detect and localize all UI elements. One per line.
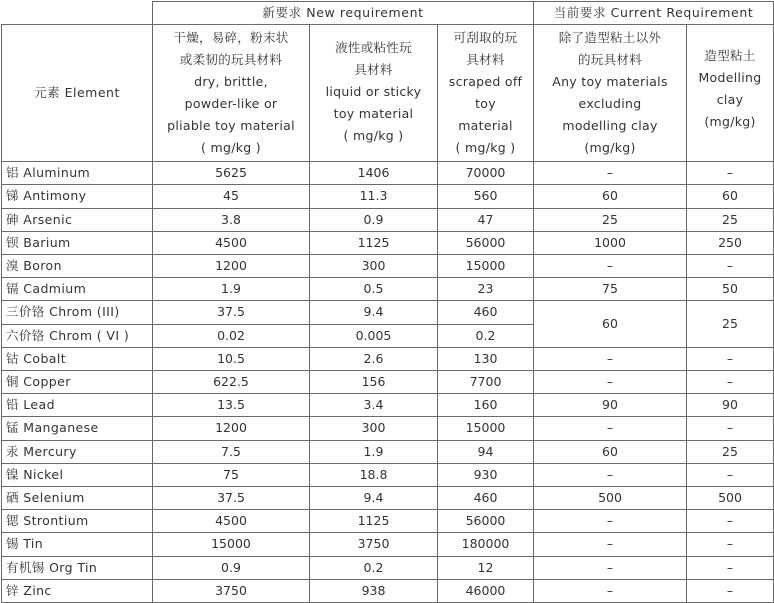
element-cell: 三价铬 Chrom (III) (2, 301, 153, 324)
header-col-current-any-line: 除了造型粘土以外 (558, 30, 662, 46)
value-dry: 75 (153, 463, 310, 486)
table-row (2, 463, 774, 486)
value-scraped: 70000 (438, 162, 534, 185)
header-col-scraped-line: 可刮取的玩 (453, 30, 518, 46)
value-current-clay: – (687, 347, 774, 370)
header-group-row (2, 2, 774, 25)
value-scraped: 460 (438, 487, 534, 510)
table-row (2, 185, 774, 208)
value-current-clay: 500 (687, 487, 774, 510)
element-cell: 硒 Selenium (2, 487, 153, 510)
value-current-clay: – (687, 463, 774, 486)
table-row (2, 301, 774, 324)
table-row (2, 440, 774, 463)
value-dry: 1200 (153, 255, 310, 278)
element-cell: 锰 Manganese (2, 417, 153, 440)
value-scraped: 130 (438, 347, 534, 370)
value-scraped: 0.2 (438, 324, 534, 347)
value-current-clay: 25 (687, 301, 774, 347)
header-col-dry (153, 25, 310, 162)
header-col-scraped-line: material (458, 118, 513, 134)
value-liquid: 9.4 (310, 301, 438, 324)
value-dry: 3.8 (153, 208, 310, 231)
value-liquid: 0.5 (310, 278, 438, 301)
value-dry: 5625 (153, 162, 310, 185)
header-col-current-clay (687, 25, 774, 162)
value-liquid: 0.005 (310, 324, 438, 347)
value-liquid: 9.4 (310, 487, 438, 510)
table-row (2, 510, 774, 533)
header-col-current-any-line: excluding (578, 96, 642, 112)
table-row (2, 417, 774, 440)
value-liquid: 0.9 (310, 208, 438, 231)
header-col-scraped-line: 具材料 (466, 52, 505, 68)
value-current-any: – (534, 533, 687, 556)
value-current-any: 60 (534, 301, 687, 347)
value-liquid: 11.3 (310, 185, 438, 208)
header-col-dry-line: ( mg/kg ) (201, 140, 261, 156)
header-col-liquid-line: toy material (333, 106, 414, 122)
value-scraped: 46000 (438, 579, 534, 602)
value-scraped: 23 (438, 278, 534, 301)
value-current-clay: – (687, 579, 774, 602)
value-dry: 3750 (153, 579, 310, 602)
header-col-dry-line: 或柔韧的玩具材料 (179, 52, 283, 68)
element-cell: 镍 Nickel (2, 463, 153, 486)
value-liquid: 0.2 (310, 556, 438, 579)
value-liquid: 1.9 (310, 440, 438, 463)
value-liquid: 1125 (310, 231, 438, 254)
value-current-any: 500 (534, 487, 687, 510)
header-col-liquid-line: liquid or sticky (325, 84, 422, 100)
table-row (2, 231, 774, 254)
table-row (2, 579, 774, 602)
header-col-dry-line: pliable toy material (167, 118, 295, 134)
value-scraped: 460 (438, 301, 534, 324)
table-row (2, 371, 774, 394)
value-scraped: 56000 (438, 231, 534, 254)
element-cell: 有机锡 Org Tin (2, 556, 153, 579)
table-row (2, 208, 774, 231)
header-col-scraped-line: toy (475, 96, 496, 112)
value-current-any: – (534, 579, 687, 602)
value-current-clay: 50 (687, 278, 774, 301)
table-row (2, 255, 774, 278)
value-dry: 1.9 (153, 278, 310, 301)
element-cell: 铝 Aluminum (2, 162, 153, 185)
requirements-table (1, 1, 774, 603)
value-current-any: 90 (534, 394, 687, 417)
value-dry: 45 (153, 185, 310, 208)
header-col-current-clay-line: clay (716, 92, 744, 108)
table-row (2, 487, 774, 510)
element-cell: 六价铬 Chrom ( VI ) (2, 324, 153, 347)
value-dry: 7.5 (153, 440, 310, 463)
table-row (2, 347, 774, 370)
value-dry: 1200 (153, 417, 310, 440)
value-liquid: 3750 (310, 533, 438, 556)
value-dry: 37.5 (153, 487, 310, 510)
element-cell: 汞 Mercury (2, 440, 153, 463)
value-current-clay: 90 (687, 394, 774, 417)
value-liquid: 300 (310, 417, 438, 440)
value-liquid: 156 (310, 371, 438, 394)
value-current-clay: – (687, 556, 774, 579)
header-col-scraped (438, 25, 534, 162)
value-scraped: 560 (438, 185, 534, 208)
value-current-any: – (534, 417, 687, 440)
value-liquid: 300 (310, 255, 438, 278)
value-current-clay: – (687, 417, 774, 440)
value-current-any: – (534, 347, 687, 370)
value-scraped: 7700 (438, 371, 534, 394)
value-current-clay: 25 (687, 208, 774, 231)
value-current-any: 1000 (534, 231, 687, 254)
value-liquid: 1125 (310, 510, 438, 533)
value-current-clay: – (687, 162, 774, 185)
value-current-any: – (534, 255, 687, 278)
value-current-clay: – (687, 371, 774, 394)
value-dry: 4500 (153, 510, 310, 533)
value-current-any: – (534, 510, 687, 533)
header-col-dry-line: powder-like or (184, 96, 278, 112)
header-new-requirement: 新要求 New requirement (153, 2, 534, 25)
value-dry: 622.5 (153, 371, 310, 394)
value-current-clay: 250 (687, 231, 774, 254)
header-col-dry-line: 干燥，易碎，粉末状 (173, 30, 289, 46)
header-col-liquid-line: ( mg/kg ) (343, 128, 404, 144)
header-col-current-any-line: Any toy materials (552, 74, 668, 90)
value-scraped: 180000 (438, 533, 534, 556)
value-current-clay: – (687, 255, 774, 278)
header-col-scraped-line: ( mg/kg ) (455, 140, 516, 156)
table-row (2, 162, 774, 185)
header-col-current-any (534, 25, 687, 162)
header-col-current-any-line: modelling clay (562, 118, 658, 134)
value-dry: 10.5 (153, 347, 310, 370)
element-cell: 锡 Tin (2, 533, 153, 556)
value-current-any: 75 (534, 278, 687, 301)
element-cell: 溴 Boron (2, 255, 153, 278)
element-cell: 砷 Arsenic (2, 208, 153, 231)
value-liquid: 1406 (310, 162, 438, 185)
header-current-requirement: 当前要求 Current Requirement (534, 2, 774, 25)
element-cell: 铜 Copper (2, 371, 153, 394)
value-dry: 37.5 (153, 301, 310, 324)
value-dry: 0.02 (153, 324, 310, 347)
value-dry: 0.9 (153, 556, 310, 579)
value-current-clay: 25 (687, 440, 774, 463)
value-dry: 13.5 (153, 394, 310, 417)
value-dry: 15000 (153, 533, 310, 556)
element-cell: 锌 Zinc (2, 579, 153, 602)
header-col-dry-line: dry, brittle, (194, 74, 268, 90)
value-dry: 4500 (153, 231, 310, 254)
element-cell: 锶 Strontium (2, 510, 153, 533)
value-current-clay: – (687, 510, 774, 533)
value-scraped: 15000 (438, 417, 534, 440)
value-scraped: 47 (438, 208, 534, 231)
header-col-current-clay-line: 造型粘土 (704, 48, 756, 64)
header-element: 元素 Element (2, 25, 153, 162)
value-scraped: 94 (438, 440, 534, 463)
header-col-current-clay-line: (mg/kg) (704, 114, 756, 130)
header-col-liquid-line: 液性或粘性玩 (335, 40, 412, 56)
header-col-current-clay-line: Modelling (698, 70, 762, 86)
value-current-any: 60 (534, 185, 687, 208)
value-scraped: 56000 (438, 510, 534, 533)
table-row (2, 278, 774, 301)
value-liquid: 938 (310, 579, 438, 602)
value-current-any: 60 (534, 440, 687, 463)
table-row (2, 394, 774, 417)
value-current-any: – (534, 463, 687, 486)
element-cell: 锑 Antimony (2, 185, 153, 208)
value-current-clay: 60 (687, 185, 774, 208)
value-scraped: 12 (438, 556, 534, 579)
header-col-liquid (310, 25, 438, 162)
header-col-scraped-line: scraped off (448, 74, 523, 90)
value-scraped: 15000 (438, 255, 534, 278)
value-current-clay: – (687, 533, 774, 556)
header-col-current-any-line: (mg/kg) (584, 140, 636, 156)
value-scraped: 160 (438, 394, 534, 417)
element-cell: 钡 Barium (2, 231, 153, 254)
value-liquid: 18.8 (310, 463, 438, 486)
value-liquid: 3.4 (310, 394, 438, 417)
header-blank-cell (2, 2, 153, 25)
value-current-any: – (534, 556, 687, 579)
value-current-any: – (534, 162, 687, 185)
value-current-any: 25 (534, 208, 687, 231)
element-cell: 铅 Lead (2, 394, 153, 417)
value-scraped: 930 (438, 463, 534, 486)
element-cell: 镉 Cadmium (2, 278, 153, 301)
element-cell: 钴 Cobalt (2, 347, 153, 370)
header-column-row (2, 25, 774, 162)
table-row (2, 533, 774, 556)
table-row (2, 556, 774, 579)
header-col-liquid-line: 具材料 (354, 62, 393, 78)
value-current-any: – (534, 371, 687, 394)
value-liquid: 2.6 (310, 347, 438, 370)
header-col-current-any-line: 的玩具材料 (577, 52, 642, 68)
